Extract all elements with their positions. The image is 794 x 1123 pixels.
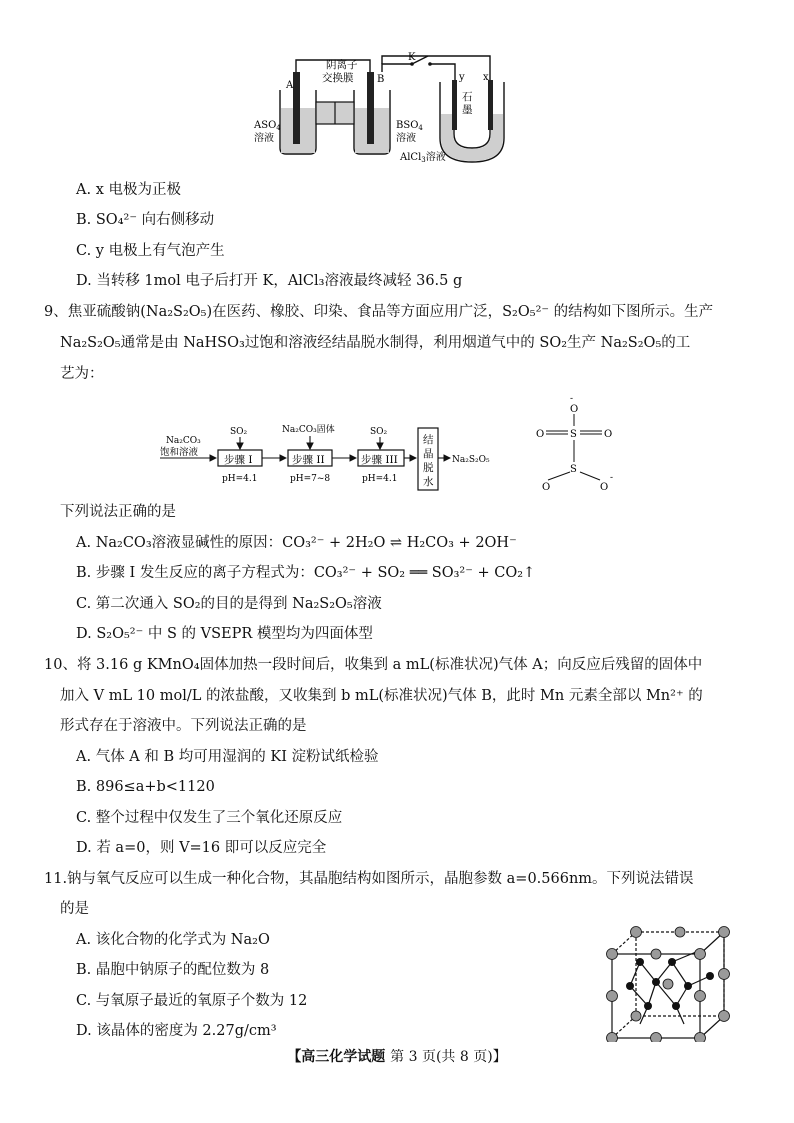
flow-step-1: 步骤 I <box>224 454 253 466</box>
electrolysis-cell-figure <box>250 50 530 168</box>
flow-product: Na₂S₂O₅ <box>452 455 490 465</box>
flow-final-box: 结 晶 脱 水 <box>423 434 434 488</box>
page-footer <box>0 1046 794 1066</box>
q9-stem-line-1: 9、焦亚硫酸钠(Na₂S₂O₅)在医药、橡胶、印染、食品等方面应用广泛，S₂O₅²⁻ 的结构如下图所示。生产 <box>44 304 714 320</box>
q8-option-b: B. SO₄²⁻ 向右侧移动 <box>76 212 215 228</box>
q9-option-d: D. S₂O₅²⁻ 中 S 的 VSEPR 模型均为四面体型 <box>76 626 373 642</box>
left-solution-label-2: 溶液 <box>254 133 274 144</box>
q9-stem-line-3: 艺为： <box>60 366 104 382</box>
q11-stem-line-2: 的是 <box>60 901 89 917</box>
atom-o-left: O <box>536 429 545 440</box>
q11-option-b: B. 晶胞中钠原子的配位数为 8 <box>76 962 270 978</box>
graphite-label-2: 墨 <box>462 104 473 116</box>
q8-option-a: A. x 电极为正极 <box>76 182 181 198</box>
q9-prompt: 下列说法正确的是 <box>60 504 176 520</box>
atom-s-lower: S <box>570 464 577 475</box>
graphite-label-1: 石 <box>462 91 473 103</box>
footer-page: 第 3 页(共 8 页)】 <box>390 1049 507 1065</box>
footer-title: 【高三化学试题 <box>287 1049 386 1065</box>
q10-stem-line-1: 10、将 3.16 g KMnO₄固体加热一段时间后，收集到 a mL(标准状况)气体 A；向反应后残留的固体中 <box>44 657 703 673</box>
membrane-label-2: 交换膜 <box>322 72 354 84</box>
right-solution-label: $BSO_4$ <box>396 120 423 132</box>
svg-text:-: - <box>610 473 614 483</box>
electrode-b-label: B <box>377 74 385 85</box>
electrode-y-label: y <box>459 72 465 83</box>
flow-start-label: Na₂CO₃ <box>166 436 201 446</box>
q9-option-a: A. Na₂CO₃溶液显碱性的原因：CO₃²⁻ + 2H₂O ⇌ H₂CO₃ + 2OH⁻ <box>76 535 517 551</box>
flow-reagent-2: Na₂CO₃固体 <box>282 425 335 435</box>
q10-stem-line-3: 形式存在于溶液中。下列说法正确的是 <box>60 718 307 734</box>
q11-option-c: C. 与氧原子最近的氧原子个数为 12 <box>76 993 308 1009</box>
q9-option-c: C. 第二次通入 SO₂的目的是得到 Na₂S₂O₅溶液 <box>76 596 382 612</box>
flow-step-3: 步骤 III <box>361 454 398 466</box>
q9-option-b: B. 步骤 I 发生反应的离子方程式为：CO₃²⁻ + SO₂ ══ SO₃²⁻ + CO₂↑ <box>76 565 536 581</box>
q11-option-a: A. 该化合物的化学式为 Na₂O <box>76 932 270 948</box>
flow-ph-2: pH=7~8 <box>290 474 331 484</box>
q10-option-d: D. 若 a=0，则 V=16 即可以反应完全 <box>76 840 327 856</box>
q11-stem-line-1: 11.钠与氧气反应可以生成一种化合物，其晶胞结构如图所示，晶胞参数 a=0.566nm。下列说法错误 <box>44 871 694 887</box>
membrane-label: 阴离子 <box>326 59 358 71</box>
left-solution-label: $ASO_4$ <box>254 120 281 132</box>
q10-option-c: C. 整个过程中仅发生了三个氧化还原反应 <box>76 810 343 826</box>
q8-option-d: D. 当转移 1mol 电子后打开 K，AlCl₃溶液最终减轻 36.5 g <box>76 273 463 289</box>
process-flow-diagram <box>160 418 510 496</box>
atom-o-right: O <box>604 429 613 440</box>
atom-o-lower-right: O <box>600 482 609 493</box>
q10-option-b: B. 896≤a+b<1120 <box>76 779 215 795</box>
s2o5-structure-figure <box>528 392 628 494</box>
electrode-x-label: x <box>483 72 489 83</box>
atom-s-upper: S <box>570 429 577 440</box>
alcl3-label: AlCl$_3$溶液 <box>400 152 446 164</box>
flow-so2-3: SO₂ <box>370 427 388 437</box>
flow-ph-3: pH=4.1 <box>362 474 398 484</box>
atom-o-top: O <box>570 404 579 415</box>
flow-start-label-2: 饱和溶液 <box>160 447 199 458</box>
crystal-cell-figure <box>600 926 740 1042</box>
svg-text:-: - <box>570 394 574 404</box>
flow-step-2: 步骤 II <box>292 454 325 466</box>
q10-option-a: A. 气体 A 和 B 均可用湿润的 KI 淀粉试纸检验 <box>76 749 379 765</box>
q8-option-c: C. y 电极上有气泡产生 <box>76 243 225 259</box>
flow-so2-1: SO₂ <box>230 427 248 437</box>
flow-ph-1: pH=4.1 <box>222 474 258 484</box>
q11-option-d: D. 该晶体的密度为 2.27g/cm³ <box>76 1023 277 1039</box>
electrode-a-label: A <box>286 80 294 91</box>
right-solution-label-2: 溶液 <box>396 133 416 144</box>
atom-o-lower-left: O <box>542 482 551 493</box>
q9-stem-line-2: Na₂S₂O₅通常是由 NaHSO₃过饱和溶液经结晶脱水制得，利用烟道气中的 SO₂生产 Na₂S₂O₅的工 <box>60 335 691 351</box>
switch-k-label: K <box>408 52 416 63</box>
q10-stem-line-2: 加入 V mL 10 mol/L 的浓盐酸，又收集到 b mL(标准状况)气体 B，此时 Mn 元素全部以 Mn²⁺ 的 <box>60 688 703 704</box>
